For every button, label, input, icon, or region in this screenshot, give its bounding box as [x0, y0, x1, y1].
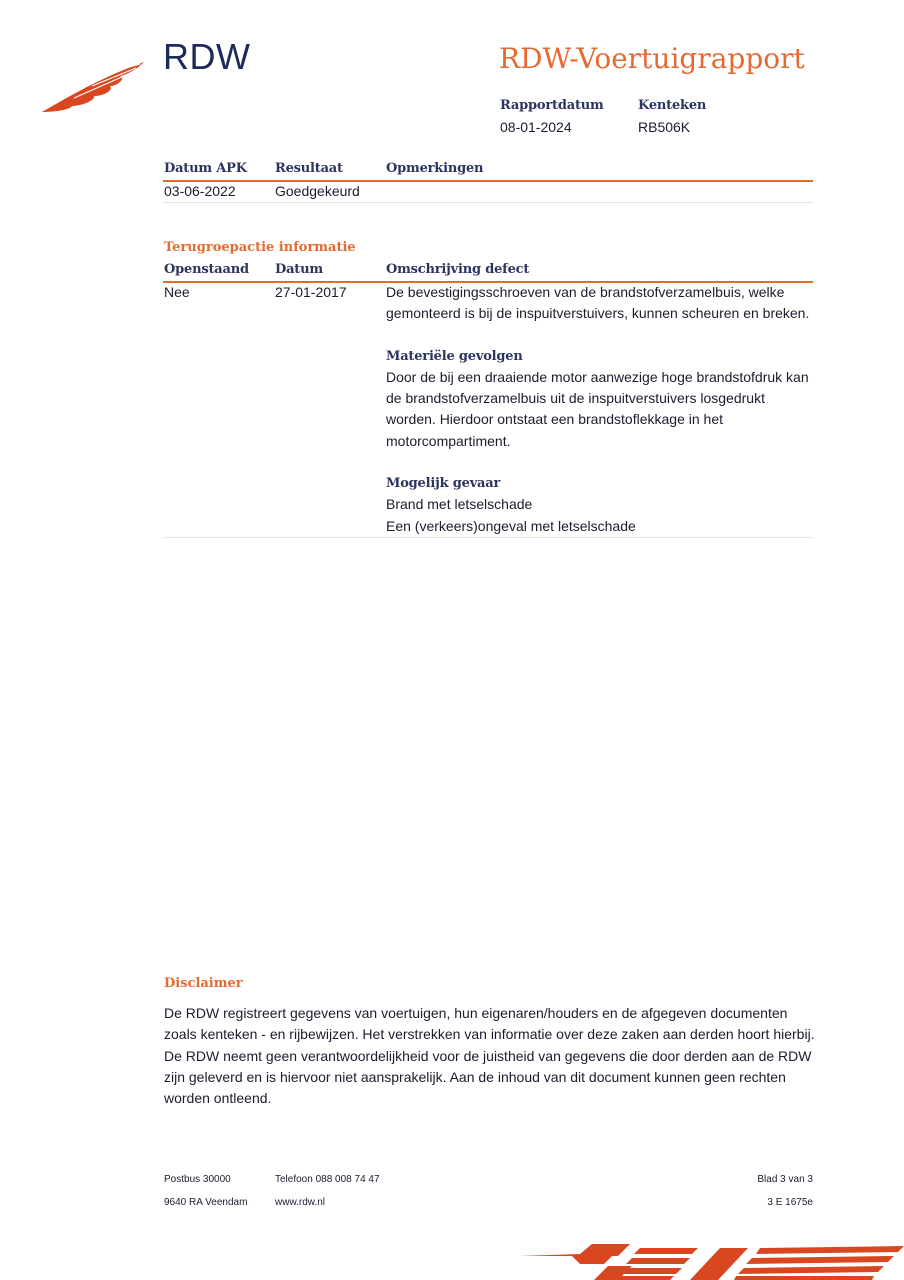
danger-label: Mogelijk gevaar [386, 476, 501, 492]
brand-name: RDW [163, 36, 251, 77]
footer-website: www.rdw.nl [275, 1197, 326, 1208]
footer-phone: Telefoon 088 008 74 47 [275, 1174, 380, 1185]
recall-header-date: Datum [275, 262, 323, 277]
apk-header-notes: Opmerkingen [386, 161, 484, 176]
recall-header-open: Openstaand [164, 262, 249, 277]
rdw-feather-logo-icon [40, 56, 150, 116]
apk-row-result: Goedgekeurd [275, 183, 360, 199]
danger-item: Brand met letselschade [386, 496, 533, 513]
danger-item: Een (verkeers)ongeval met letselschade [386, 517, 636, 534]
defect-description: De bevestigingsschroeven van de brandstofverzamelbuis, welke gemonteerd is bij de inspuitverstuivers, kunnen scheuren en breken. [386, 284, 810, 322]
report-title: RDW-Voertuigrapport [499, 42, 805, 75]
consequences-text: Door de bij een draaiende motor aanwezige hoge brandstofdruk kan de brandstofverzamelbuis uit de inspuitverstuivers losgedrukt worden. Hierdoor ontstaat een brandstoflekkage in het motorcompartiment. [386, 368, 809, 449]
report-date-label: Rapportdatum [500, 98, 604, 113]
disclaimer-text: De RDW registreert gegevens van voertuigen, hun eigenaren/houders en de afgegeven documenten zoals kenteken - en rijbewijzen. Het verstrekken van informatie over deze zaken aan derden hoort hierbij. De RDW neemt geen verantwoordelijkheid voor de juistheid van gegevens die door derden aan de RDW zijn geleverd en is hiervoor niet aansprakelijk. Aan de inhoud van dit document kunnen geen rechten worden ontleend. [164, 1005, 815, 1107]
apk-row-date: 03-06-2022 [164, 183, 236, 199]
disclaimer-title: Disclaimer [164, 976, 243, 991]
footer-document-code: 3 E 1675e [767, 1197, 813, 1208]
apk-header-result: Resultaat [275, 161, 343, 176]
recall-section-title: Terugroepactie informatie [164, 240, 356, 255]
apk-header-date: Datum APK [164, 161, 247, 176]
recall-description-block [386, 282, 816, 537]
apk-row-divider [163, 202, 813, 203]
plate-label: Kenteken [638, 98, 707, 113]
recall-row-divider [163, 537, 813, 538]
footer-city: 9640 RA Veendam [164, 1197, 248, 1208]
recall-row-date: 27-01-2017 [275, 284, 347, 300]
footer-postbus: Postbus 30000 [164, 1174, 231, 1185]
rdw-stripes-icon [520, 1244, 904, 1280]
apk-header-divider [163, 180, 813, 182]
recall-header-description: Omschrijving defect [386, 262, 530, 277]
plate-value: RB506K [638, 119, 691, 135]
consequences-label: Materiële gevolgen [386, 348, 523, 364]
footer-page-number: Blad 3 van 3 [757, 1174, 813, 1185]
report-date-value: 08-01-2024 [500, 119, 572, 135]
recall-row-open: Nee [164, 284, 190, 300]
